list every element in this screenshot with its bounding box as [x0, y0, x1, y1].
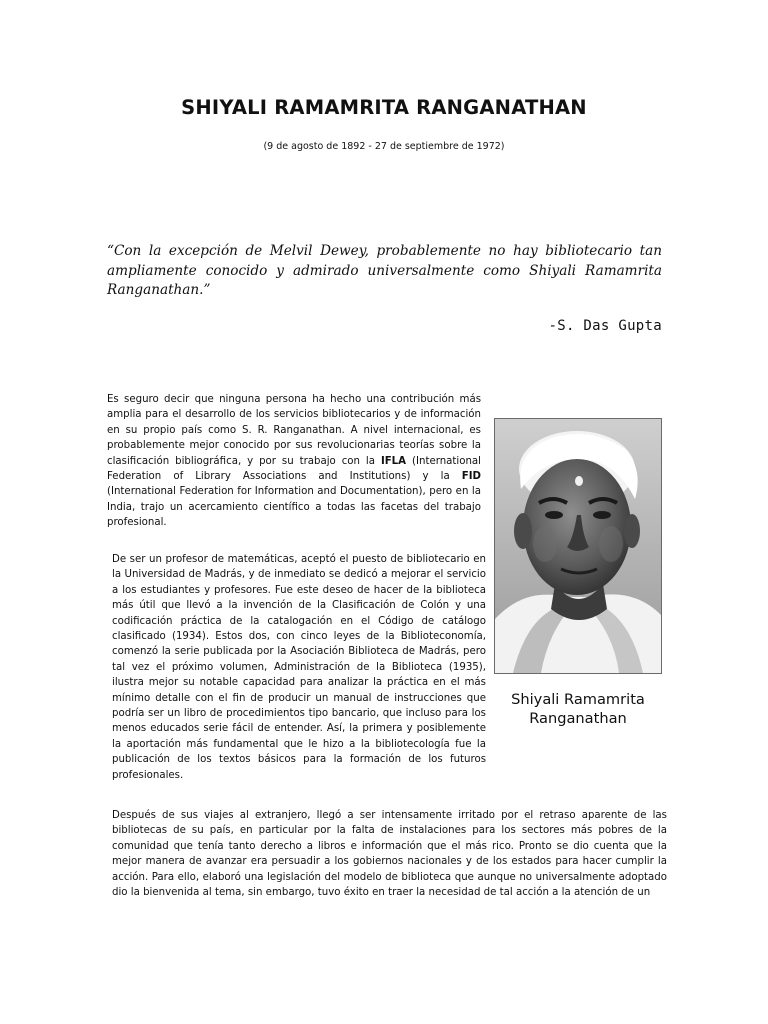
life-dates: (9 de agosto de 1892 - 27 de septiembre de 1972) [263, 141, 505, 152]
body-paragraph-2: De ser un profesor de matemáticas, aceptó el puesto de bibliotecario en la Universidad de Madrás, y de inmediato se dedicó a mejorar el servicio a los estudiantes y profesores. Fue este deseo de hacer de la biblioteca más útil que llevó a la invención de la Clasificación de Colón y una codificación práctica de la catalogación en el Código de catálogo clasificado (1934). Estos dos, con cinco leyes de la Biblioteconomía, comenzó la serie publicada por la Asociación Biblioteca de Madrás, pero tal vez el próximo volumen, Administración de la Biblioteca (1935), ilustra mejor su notable capacidad para analizar la práctica en el más mínimo detalle con el fin de producir un manual de instrucciones que podría ser un libro de procedimientos tipo bancario, que incluso para los menos educados serie fácil de entender. Así, la primera y posiblemente la aportación más fundamental que le hizo a la bibliotecología fue la publicación de los textos básicos para la formación de los futuros profesionales. [112, 554, 486, 781]
ifla-acronym: IFLA [380, 455, 407, 467]
paragraph-1-text-a: Es seguro decir que ninguna persona ha hecho una contribución más amplia para el desarrollo de los servicios bibliotecarios y de información en su propio país como S. R. Ranganathan. A nivel internacional, es probablemente mejor conocido por sus revolucionarias teorías sobre la clasificación bibliográfica, y por su trabajo con la [107, 394, 481, 467]
epigraph-quote: “Con la excepción de Melvil Dewey, probablemente no hay bibliotecario tan ampliamente conocido y admirado universalmente como Shiyali Ramamrita Ranganathan.” [107, 243, 662, 298]
paragraph-1-text-b: (International Federation of Library Associations and Institutions) y la [107, 455, 482, 483]
portrait-photo [494, 418, 662, 674]
quote-attribution: -S. Das Gupta [548, 318, 662, 334]
photo-caption: Shiyali Ramamrita Ranganathan [511, 691, 645, 727]
fid-acronym: FID [461, 471, 481, 483]
portrait-illustration [495, 419, 661, 673]
page-title: SHIYALI RAMAMRITA RANGANATHAN [181, 96, 587, 119]
paragraph-1-text-c: (International Federation for Information and Documentation), pero en la India, trajo un acercamiento científico a todas las facetas del trabajo profesional. [107, 486, 481, 529]
body-paragraph-1 [107, 392, 481, 531]
body-paragraph-3: Después de sus viajes al extranjero, llegó a ser intensamente irritado por el retraso aparente de las bibliotecas de su país, en particular por la falta de instalaciones para los sectores más pobres de la comunidad que tenía tanto derecho a libros e información que el más rico. Pronto se dio cuenta que la mejor manera de avanzar era persuadir a los gobiernos nacionales y de los estados para hacer cumplir la acción. Para ello, elaboró una legislación del modelo de biblioteca que aunque no universalmente adoptado dio la bienvenida al tema, sin embargo, tuvo éxito en traer la necesidad de tal acción a la atención de un [112, 810, 667, 899]
